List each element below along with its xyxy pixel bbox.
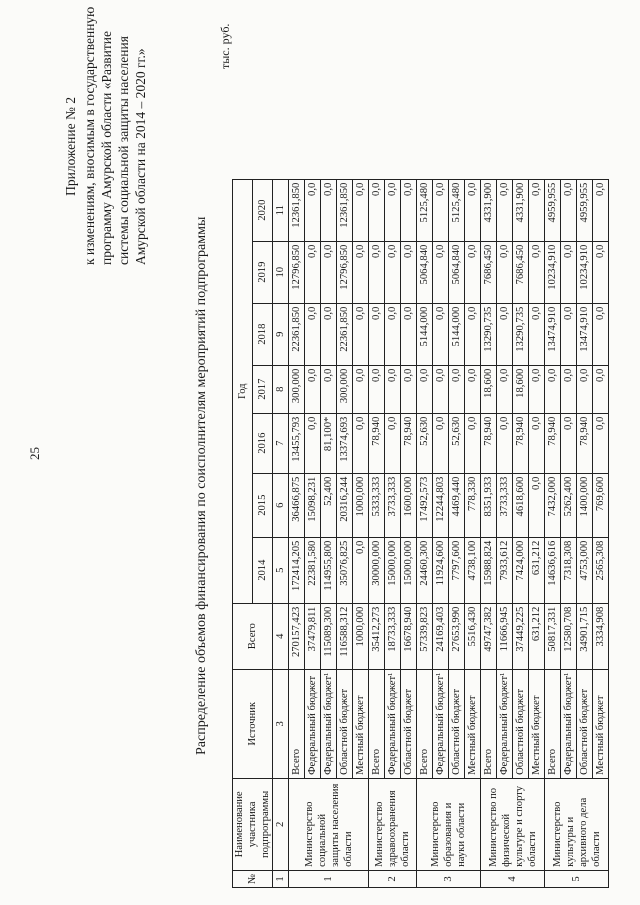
value-cell: 0,0 <box>497 303 513 365</box>
table-row <box>289 179 305 887</box>
value-cell: 13474,910 <box>577 303 593 365</box>
appendix-line: системы социальной защиты населения <box>116 36 131 265</box>
value-cell: 81,100* <box>321 413 337 473</box>
row-number: 5 <box>545 870 609 887</box>
value-cell: 17492,573 <box>417 473 433 537</box>
value-cell: 0,0 <box>561 303 577 365</box>
value-cell: 0,0 <box>529 473 545 537</box>
value-cell: 1000,000 <box>353 603 369 669</box>
value-cell: 30000,000 <box>369 537 385 603</box>
value-cell: 0,0 <box>433 241 449 303</box>
value-cell: 7686,450 <box>481 241 497 303</box>
financing-table <box>232 179 609 888</box>
value-cell: 0,0 <box>353 365 369 413</box>
value-cell: 0,0 <box>433 413 449 473</box>
value-cell: 0,0 <box>321 303 337 365</box>
value-cell: 15000,000 <box>401 537 417 603</box>
column-number: 11 <box>273 179 289 241</box>
column-number: 4 <box>273 603 289 669</box>
value-cell: 4738,100 <box>465 537 481 603</box>
funding-source: Федеральный бюджет¹ <box>321 669 337 778</box>
value-cell: 0,0 <box>433 303 449 365</box>
value-cell: 0,0 <box>449 365 465 413</box>
value-cell: 7686,450 <box>513 241 529 303</box>
value-cell: 35076,825 <box>337 537 353 603</box>
value-cell: 13290,735 <box>513 303 529 365</box>
participant-name: Министерство здравоохранения области <box>369 778 417 870</box>
funding-source: Областной бюджет <box>401 669 417 778</box>
value-cell: 12244,803 <box>433 473 449 537</box>
funding-source: Всего <box>289 669 305 778</box>
value-cell: 12796,850 <box>337 241 353 303</box>
value-cell: 5125,480 <box>417 179 433 241</box>
table-row <box>369 179 385 887</box>
funding-source: Федеральный бюджет¹ <box>497 669 513 778</box>
value-cell: 52,630 <box>417 413 433 473</box>
value-cell: 78,940 <box>545 413 561 473</box>
value-cell: 16678,940 <box>401 603 417 669</box>
value-cell: 13374,693 <box>337 413 353 473</box>
value-cell: 34901,715 <box>577 603 593 669</box>
funding-source: Областной бюджет <box>513 669 529 778</box>
value-cell: 0,0 <box>465 179 481 241</box>
value-cell: 0,0 <box>385 179 401 241</box>
value-cell: 0,0 <box>433 179 449 241</box>
value-cell: 0,0 <box>529 365 545 413</box>
funding-source: Всего <box>369 669 385 778</box>
value-cell: 0,0 <box>305 179 321 241</box>
value-cell: 10234,910 <box>577 241 593 303</box>
value-cell: 0,0 <box>401 241 417 303</box>
value-cell: 0,0 <box>385 303 401 365</box>
funding-source: Федеральный бюджет¹ <box>433 669 449 778</box>
value-cell: 24169,403 <box>433 603 449 669</box>
value-cell: 0,0 <box>305 303 321 365</box>
value-cell: 2565,308 <box>593 537 609 603</box>
value-cell: 37479,811 <box>305 603 321 669</box>
value-cell: 0,0 <box>593 241 609 303</box>
value-cell: 778,330 <box>465 473 481 537</box>
value-cell: 78,940 <box>401 413 417 473</box>
value-cell: 10234,910 <box>545 241 561 303</box>
value-cell: 0,0 <box>305 241 321 303</box>
value-cell: 15000,000 <box>385 537 401 603</box>
participant-name: Министерство культуры и архивного дела области <box>545 778 609 870</box>
value-cell: 5144,000 <box>417 303 433 365</box>
row-number: 4 <box>481 870 545 887</box>
value-cell: 0,0 <box>577 365 593 413</box>
value-cell: 0,0 <box>497 179 513 241</box>
col-header-total: Всего <box>233 603 273 669</box>
value-cell: 0,0 <box>497 241 513 303</box>
value-cell: 36466,875 <box>289 473 305 537</box>
value-cell: 4469,440 <box>449 473 465 537</box>
row-number: 3 <box>417 870 481 887</box>
appendix-line: Амурской области на 2014 – 2020 гг.» <box>133 48 148 265</box>
value-cell: 0,0 <box>593 179 609 241</box>
value-cell: 7933,612 <box>497 537 513 603</box>
col-header-source: Источник <box>233 669 273 778</box>
funding-source: Всего <box>545 669 561 778</box>
participant-name: Министерство по физической культуре и спорту области <box>481 778 545 870</box>
value-cell: 37449,225 <box>513 603 529 669</box>
column-number: 7 <box>273 413 289 473</box>
col-header-no: № <box>233 870 273 887</box>
value-cell: 4753,000 <box>577 537 593 603</box>
col-header-year-value: 2019 <box>253 241 273 303</box>
column-number: 2 <box>273 778 289 870</box>
document-title: Распределение объемов финансирования по соисполнителям мероприятий подпрограммы <box>194 216 209 755</box>
value-cell: 0,0 <box>305 365 321 413</box>
col-header-year-value: 2017 <box>253 365 273 413</box>
value-cell: 14636,616 <box>545 537 561 603</box>
value-cell: 0,0 <box>385 413 401 473</box>
value-cell: 52,400 <box>321 473 337 537</box>
units-label: тыс. руб. <box>218 23 232 69</box>
value-cell: 78,940 <box>481 413 497 473</box>
value-cell: 13455,793 <box>289 413 305 473</box>
appendix-line: программу Амурской области «Развитие <box>99 30 114 265</box>
funding-source: Федеральный бюджет¹ <box>561 669 577 778</box>
value-cell: 0,0 <box>529 413 545 473</box>
value-cell: 631,212 <box>529 603 545 669</box>
value-cell: 49747,382 <box>481 603 497 669</box>
value-cell: 0,0 <box>497 365 513 413</box>
row-number: 1 <box>289 870 369 887</box>
value-cell: 769,600 <box>593 473 609 537</box>
participant-name: Министерство образования и науки области <box>417 778 481 870</box>
value-cell: 27653,990 <box>449 603 465 669</box>
value-cell: 0,0 <box>433 365 449 413</box>
col-header-year-value: 2014 <box>253 537 273 603</box>
funding-source: Областной бюджет <box>449 669 465 778</box>
value-cell: 0,0 <box>369 241 385 303</box>
value-cell: 0,0 <box>353 303 369 365</box>
value-cell: 22361,850 <box>337 303 353 365</box>
value-cell: 0,0 <box>385 241 401 303</box>
value-cell: 35412,273 <box>369 603 385 669</box>
value-cell: 13474,910 <box>545 303 561 365</box>
value-cell: 52,630 <box>449 413 465 473</box>
funding-source: Местный бюджет <box>593 669 609 778</box>
value-cell: 0,0 <box>545 365 561 413</box>
value-cell: 5064,840 <box>449 241 465 303</box>
value-cell: 22361,850 <box>289 303 305 365</box>
value-cell: 8351,933 <box>481 473 497 537</box>
value-cell: 0,0 <box>417 365 433 413</box>
value-cell: 0,0 <box>561 241 577 303</box>
col-header-year-value: 2016 <box>253 413 273 473</box>
value-cell: 0,0 <box>305 413 321 473</box>
funding-source: Всего <box>417 669 433 778</box>
value-cell: 3733,333 <box>497 473 513 537</box>
funding-source: Областной бюджет <box>577 669 593 778</box>
value-cell: 300,000 <box>289 365 305 413</box>
value-cell: 15988,824 <box>481 537 497 603</box>
table-row <box>545 179 561 887</box>
value-cell: 0,0 <box>529 303 545 365</box>
value-cell: 24460,300 <box>417 537 433 603</box>
column-number: 6 <box>273 473 289 537</box>
col-header-year-value: 2020 <box>253 179 273 241</box>
column-number: 1 <box>273 870 289 887</box>
col-header-year-value: 2018 <box>253 303 273 365</box>
value-cell: 4331,900 <box>481 179 497 241</box>
value-cell: 7424,000 <box>513 537 529 603</box>
value-cell: 0,0 <box>321 241 337 303</box>
value-cell: 4618,600 <box>513 473 529 537</box>
value-cell: 4331,900 <box>513 179 529 241</box>
value-cell: 4959,955 <box>545 179 561 241</box>
value-cell: 5516,430 <box>465 603 481 669</box>
value-cell: 50817,331 <box>545 603 561 669</box>
value-cell: 0,0 <box>385 365 401 413</box>
value-cell: 0,0 <box>369 179 385 241</box>
value-cell: 1600,000 <box>401 473 417 537</box>
funding-source: Федеральный бюджет¹ <box>385 669 401 778</box>
value-cell: 1000,000 <box>353 473 369 537</box>
funding-source: Всего <box>481 669 497 778</box>
value-cell: 114955,800 <box>321 537 337 603</box>
value-cell: 22381,580 <box>305 537 321 603</box>
value-cell: 172414,205 <box>289 537 305 603</box>
value-cell: 0,0 <box>401 179 417 241</box>
value-cell: 18,600 <box>481 365 497 413</box>
value-cell: 78,940 <box>513 413 529 473</box>
value-cell: 18,600 <box>513 365 529 413</box>
funding-source: Федеральный бюджет <box>305 669 321 778</box>
column-numbers-row <box>273 179 289 887</box>
value-cell: 115089,300 <box>321 603 337 669</box>
value-cell: 0,0 <box>529 241 545 303</box>
value-cell: 0,0 <box>353 413 369 473</box>
value-cell: 15098,231 <box>305 473 321 537</box>
column-number: 10 <box>273 241 289 303</box>
participant-name: Министерство социальной защиты населения области <box>289 778 369 870</box>
value-cell: 7318,308 <box>561 537 577 603</box>
value-cell: 0,0 <box>369 365 385 413</box>
column-number: 9 <box>273 303 289 365</box>
value-cell: 7432,000 <box>545 473 561 537</box>
value-cell: 0,0 <box>497 413 513 473</box>
value-cell: 0,0 <box>321 365 337 413</box>
value-cell: 270157,423 <box>289 603 305 669</box>
value-cell: 11666,945 <box>497 603 513 669</box>
value-cell: 0,0 <box>465 241 481 303</box>
col-header-year: Год <box>233 179 253 603</box>
value-cell: 3334,908 <box>593 603 609 669</box>
value-cell: 0,0 <box>561 365 577 413</box>
value-cell: 0,0 <box>369 303 385 365</box>
value-cell: 57339,823 <box>417 603 433 669</box>
value-cell: 4959,955 <box>577 179 593 241</box>
value-cell: 0,0 <box>561 179 577 241</box>
value-cell: 13290,735 <box>481 303 497 365</box>
header-row <box>233 179 253 887</box>
value-cell: 12361,850 <box>289 179 305 241</box>
appendix-line: к изменениям, вносимым в государственную <box>82 6 97 265</box>
value-cell: 11924,600 <box>433 537 449 603</box>
funding-source: Местный бюджет <box>353 669 369 778</box>
value-cell: 300,000 <box>337 365 353 413</box>
value-cell: 5262,400 <box>561 473 577 537</box>
funding-source: Областной бюджет <box>337 669 353 778</box>
value-cell: 116588,312 <box>337 603 353 669</box>
value-cell: 0,0 <box>353 241 369 303</box>
value-cell: 0,0 <box>529 179 545 241</box>
value-cell: 3733,333 <box>385 473 401 537</box>
table-row <box>417 179 433 887</box>
row-number: 2 <box>369 870 417 887</box>
value-cell: 0,0 <box>321 179 337 241</box>
value-cell: 7797,600 <box>449 537 465 603</box>
value-cell: 1400,000 <box>577 473 593 537</box>
value-cell: 20316,244 <box>337 473 353 537</box>
value-cell: 0,0 <box>465 413 481 473</box>
value-cell: 78,940 <box>369 413 385 473</box>
value-cell: 0,0 <box>593 303 609 365</box>
value-cell: 5144,000 <box>449 303 465 365</box>
value-cell: 0,0 <box>561 413 577 473</box>
value-cell: 631,212 <box>529 537 545 603</box>
column-number: 5 <box>273 537 289 603</box>
value-cell: 0,0 <box>465 365 481 413</box>
value-cell: 0,0 <box>401 303 417 365</box>
funding-source: Местный бюджет <box>529 669 545 778</box>
value-cell: 5064,840 <box>417 241 433 303</box>
value-cell: 0,0 <box>353 179 369 241</box>
funding-source: Местный бюджет <box>465 669 481 778</box>
value-cell: 78,940 <box>577 413 593 473</box>
table-row <box>481 179 497 887</box>
value-cell: 0,0 <box>465 303 481 365</box>
column-number: 8 <box>273 365 289 413</box>
value-cell: 18733,333 <box>385 603 401 669</box>
value-cell: 5333,333 <box>369 473 385 537</box>
value-cell: 0,0 <box>593 413 609 473</box>
col-header-year-value: 2015 <box>253 473 273 537</box>
value-cell: 12361,850 <box>337 179 353 241</box>
page-number: 25 <box>27 447 42 460</box>
value-cell: 0,0 <box>353 537 369 603</box>
col-header-name: Наименование участника подпрограммы <box>233 778 273 870</box>
value-cell: 5125,480 <box>449 179 465 241</box>
value-cell: 0,0 <box>593 365 609 413</box>
value-cell: 12796,850 <box>289 241 305 303</box>
value-cell: 12580,708 <box>561 603 577 669</box>
appendix-header <box>62 6 149 265</box>
appendix-title: Приложение № 2 <box>63 97 78 196</box>
value-cell: 0,0 <box>401 365 417 413</box>
column-number: 3 <box>273 669 289 778</box>
